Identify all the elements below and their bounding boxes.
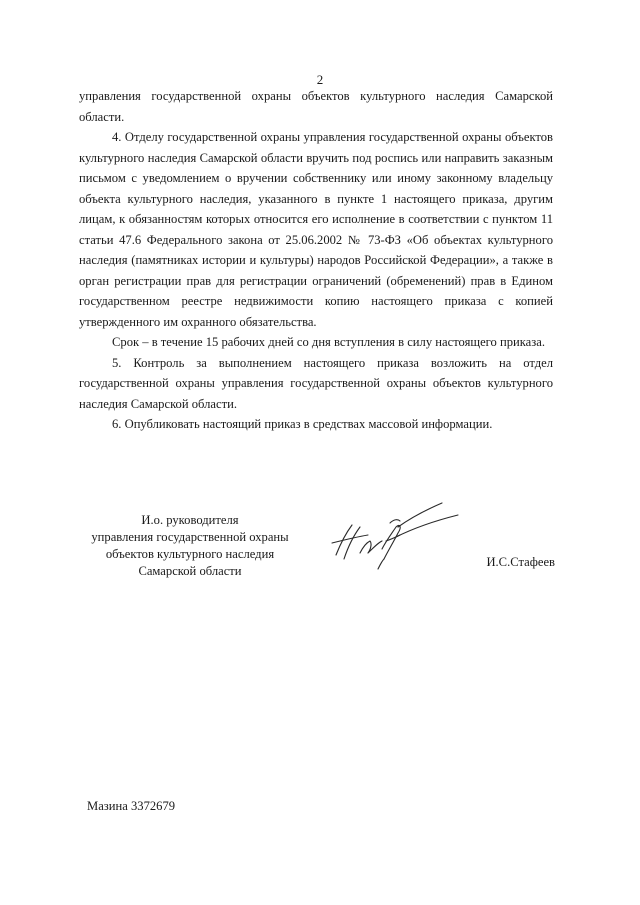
- signatory-position-line: И.о. руководителя: [141, 513, 239, 527]
- signatory-position: [70, 512, 310, 580]
- signatory-position-line: управления государственной охраны: [91, 530, 289, 544]
- paragraph-item-5: 5. Контроль за выполнением настоящего приказа возложить на отдел государственной охраны управления государственной охраны объектов культурного наследия Самарской области.: [79, 355, 553, 411]
- executor-reference: Мазина 3372679: [87, 799, 176, 813]
- handwritten-signature-icon: [330, 497, 465, 572]
- signer-name: И.С.Стафеев: [486, 555, 555, 569]
- signatory-position-line: Самарской области: [138, 564, 242, 578]
- paragraph-continuation: управления государственной охраны объектов культурного наследия Самарской области.: [79, 89, 553, 124]
- paragraph-deadline: Срок – в течение 15 рабочих дней со дня вступления в силу настоящего приказа.: [112, 335, 545, 349]
- signatory-position-line: объектов культурного наследия: [105, 547, 275, 561]
- paragraph-item-6: 6. Опубликовать настоящий приказ в средствах массовой информации.: [112, 417, 493, 431]
- document-body: [79, 86, 553, 435]
- paragraph-item-4: 4. Отделу государственной охраны управления государственной охраны объектов культурного наследия Самарской области вручить под роспись или направить заказным письмом с уведомлением о вручении собственнику или иному законному владельцу объекта культурного наследия, указанного в пункте 1 настоящего приказа, другим лицам, к обязанностям которых относится его исполнение в соответствии с пунктом 11 статьи 47.6 Федерального закона от 25.06.2002 № 73-ФЗ «Об объектах культурного наследия (памятниках истории и культуры) народов Российской Федерации», а также в орган регистрации прав для регистрации ограничений (обременений) прав в Едином государственном реестре недвижимости копию настоящего приказа с копией утвержденного им охранного обязательства.: [79, 130, 553, 329]
- page-number: 2: [316, 72, 324, 87]
